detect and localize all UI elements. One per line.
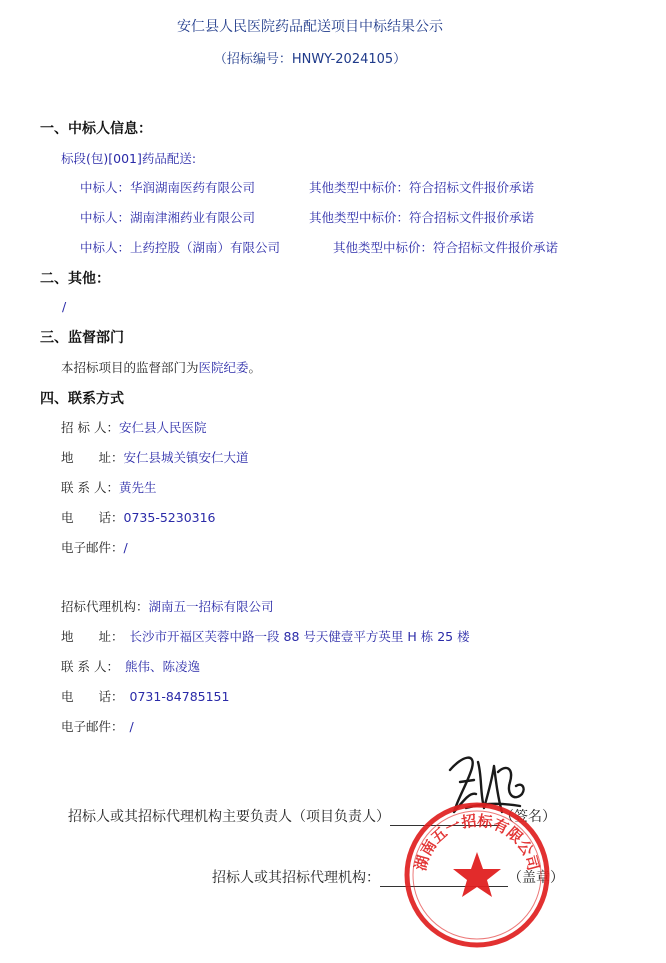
field-label: 电子邮件： — [61, 719, 124, 734]
section-heading-supervision: 三、监督部门 — [40, 330, 124, 346]
winner-row — [80, 238, 280, 256]
field-label: 招标代理机构： — [61, 599, 149, 614]
supervision-text — [61, 358, 261, 376]
section-heading-winners: 一、中标人信息： — [40, 121, 152, 137]
price-label: 其他类型中标价： — [309, 210, 410, 225]
winner-label: 中标人： — [80, 240, 131, 255]
field-label: 联 系 人： — [61, 480, 119, 495]
tender-number: （招标编号：HNWY-2024105） — [213, 52, 407, 67]
tenderer-email: / — [123, 540, 128, 555]
agency-phone: 0731-84785151 — [129, 689, 230, 704]
winner-label: 中标人： — [80, 210, 131, 225]
winner-row — [80, 178, 255, 196]
tenderer-phone: 0735-5230316 — [123, 510, 216, 525]
supervision-end: 。 — [248, 360, 262, 375]
agency-address: 长沙市开福区芙蓉中路一段 88 号天健壹平方英里 H 栋 25 楼 — [129, 629, 470, 644]
tenderer-address: 安仁县城关镇安仁大道 — [123, 450, 249, 465]
price-value: 符合招标文件报价承诺 — [409, 210, 535, 225]
winner-name: 湖南津湘药业有限公司 — [130, 210, 256, 225]
price-label: 其他类型中标价： — [309, 180, 410, 195]
section-heading-other: 二、其他： — [40, 271, 110, 287]
agency-email: / — [129, 719, 134, 734]
supervision-lead: 本招标项目的监督部门为 — [61, 360, 199, 375]
page-title: 安仁县人民医院药品配送项目中标结果公示 — [177, 19, 443, 35]
agency-phone-row — [61, 687, 229, 705]
field-label: 地 址： — [61, 629, 124, 644]
tenderer-email-row — [61, 538, 128, 556]
field-label: 电 话： — [61, 510, 124, 525]
seal-label: 招标人或其招标代理机构： — [212, 870, 380, 886]
agency-email-row — [61, 717, 134, 735]
winner-price — [309, 208, 534, 226]
field-label: 电子邮件： — [61, 540, 124, 555]
agency-address-row — [61, 627, 470, 645]
field-label: 电 话： — [61, 689, 124, 704]
seal-text: 湖南五一招标有限公司 — [411, 811, 543, 873]
price-value: 符合招标文件报价承诺 — [433, 240, 559, 255]
winner-row — [80, 208, 255, 226]
tenderer-address-row — [61, 448, 249, 466]
seal-suffix: （盖章） — [508, 870, 564, 886]
winner-price — [333, 238, 558, 256]
tenderer-name: 安仁县人民医院 — [118, 420, 207, 435]
winner-price — [309, 178, 534, 196]
tenderer-contact-row — [61, 478, 156, 496]
winner-name: 上药控股（湖南）有限公司 — [130, 240, 281, 255]
winner-label: 中标人： — [80, 180, 131, 195]
price-label: 其他类型中标价： — [333, 240, 434, 255]
tenderer-name-row — [61, 418, 206, 436]
signature-suffix: （签名） — [500, 809, 556, 825]
field-label: 招 标 人： — [61, 420, 119, 435]
tenderer-phone-row — [61, 508, 216, 526]
signature-label: 招标人或其招标代理机构主要负责人（项目负责人） — [68, 809, 390, 825]
winner-name: 华润湖南医药有限公司 — [130, 180, 256, 195]
section-heading-contact: 四、联系方式 — [40, 391, 124, 407]
price-value: 符合招标文件报价承诺 — [409, 180, 535, 195]
lot-label: 标段(包)[001]药品配送: — [61, 151, 197, 166]
agency-contact: 熊伟、陈凌逸 — [124, 659, 200, 674]
agency-name-row — [61, 597, 274, 615]
agency-contact-row — [61, 657, 200, 675]
other-value: / — [62, 299, 67, 314]
supervision-dept: 医院纪委 — [198, 360, 249, 375]
field-label: 地 址： — [61, 450, 124, 465]
company-seal — [402, 800, 552, 950]
field-label: 联 系 人： — [61, 659, 119, 674]
tenderer-contact: 黄先生 — [118, 480, 157, 495]
agency-name: 湖南五一招标有限公司 — [148, 599, 274, 614]
